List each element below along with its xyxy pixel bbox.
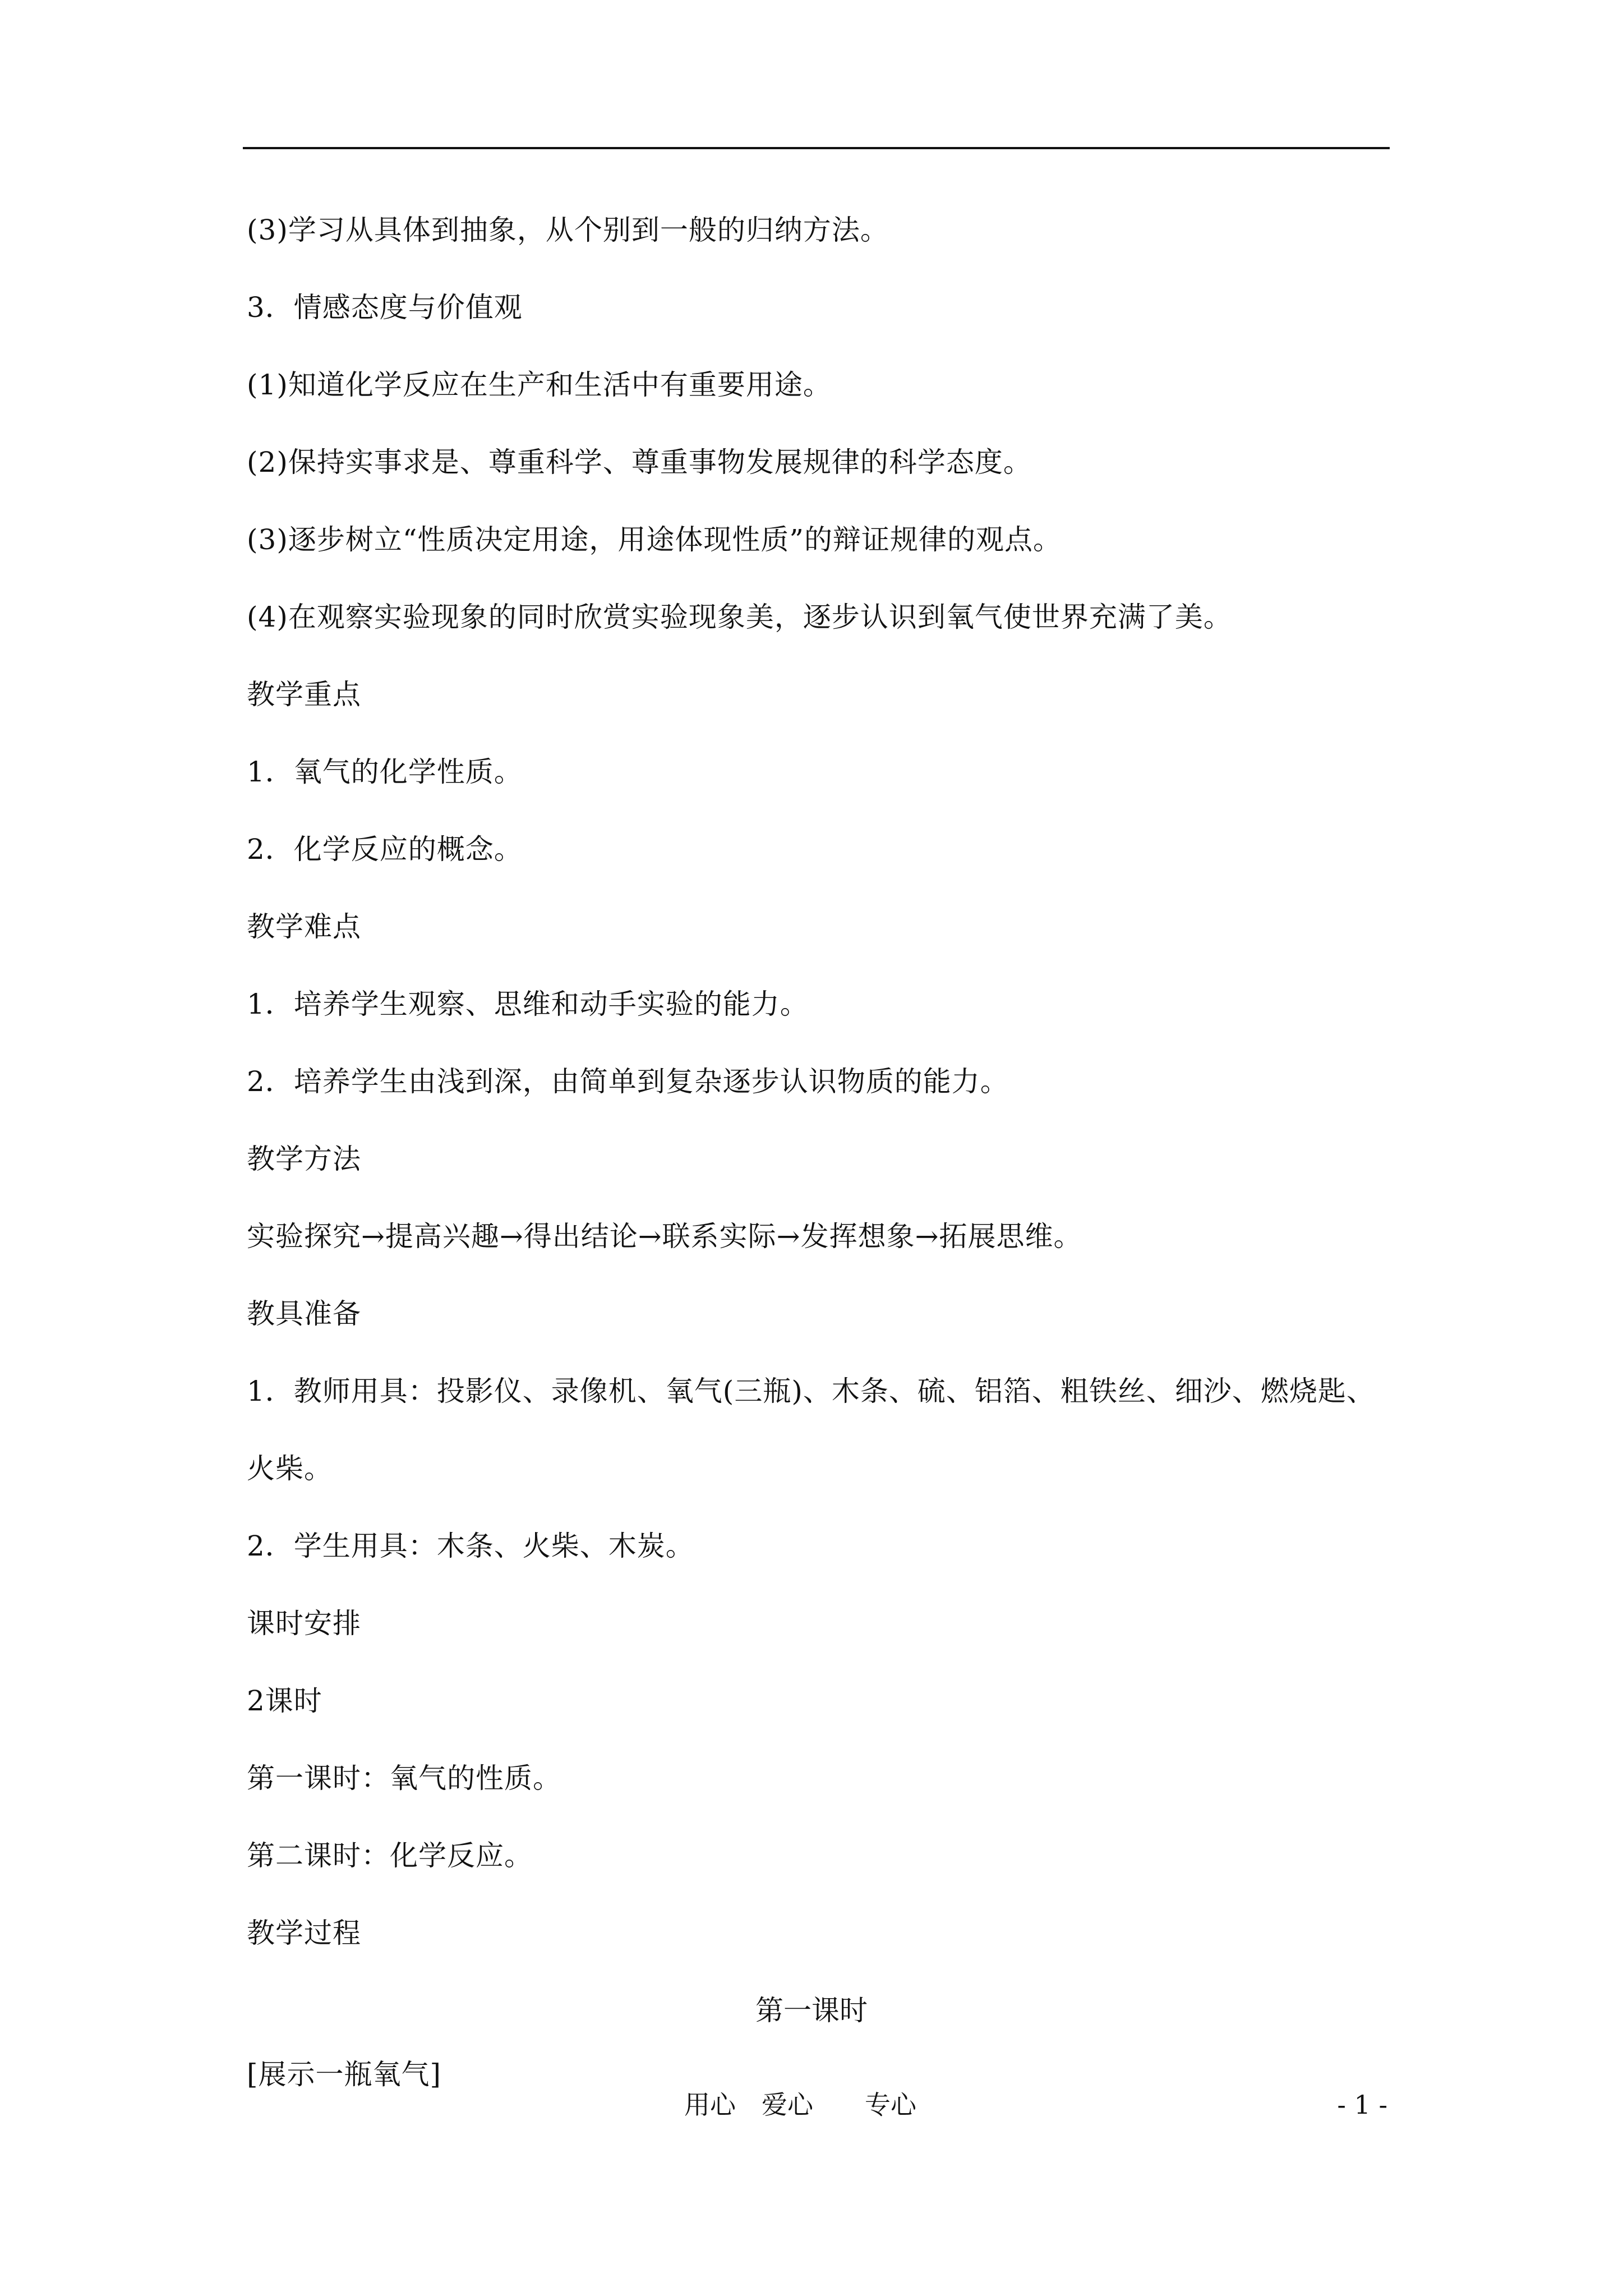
page-number: - 1 - [1337, 2090, 1387, 2120]
text-line: 实验探究→提高兴趣→得出结论→联系实际→发挥想象→拓展思维。 [247, 1220, 1082, 1253]
text-line: (3)学习从具体到抽象，从个别到一般的归纳方法。 [247, 214, 889, 246]
text-line: 2．化学反应的概念。 [247, 833, 523, 866]
section-heading: 教学重点 [247, 678, 361, 711]
section-heading: 教学难点 [247, 910, 361, 943]
text-line: 1．教师用具：投影仪、录像机、氧气(三瓶)、木条、硫、铝箔、粗铁丝、细沙、燃烧匙、 [247, 1375, 1375, 1407]
text-line: 第一课时：氧气的性质。 [247, 1762, 561, 1795]
text-line: [展示一瓶氧气] [247, 2058, 442, 2091]
text-line: 1．氧气的化学性质。 [247, 756, 523, 788]
section-heading: 教学方法 [247, 1143, 361, 1175]
section-heading: 教具准备 [247, 1297, 361, 1330]
text-line: 2．学生用具：木条、火柴、木炭。 [247, 1530, 694, 1562]
section-heading: 课时安排 [247, 1607, 361, 1640]
text-line: 1．培养学生观察、思维和动手实验的能力。 [247, 988, 809, 1020]
lesson-title: 第一课时 [755, 1994, 868, 2027]
text-line: 第二课时：化学反应。 [247, 1839, 533, 1872]
text-line: (1)知道化学反应在生产和生活中有重要用途。 [247, 369, 832, 401]
text-line: 火柴。 [247, 1452, 333, 1485]
text-line: (3)逐步树立“性质决定用途，用途体现性质”的辩证规律的观点。 [247, 523, 1062, 556]
text-line: 2．培养学生由浅到深，由简单到复杂逐步认识物质的能力。 [247, 1065, 1009, 1098]
text-line: 2课时 [247, 1685, 322, 1717]
section-heading: 3．情感态度与价值观 [247, 291, 523, 324]
text-line: (2)保持实事求是、尊重科学、尊重事物发展规律的科学态度。 [247, 446, 1032, 478]
footer-motto: 用心 爱心 专心 [684, 2090, 916, 2120]
text-line: (4)在观察实验现象的同时欣赏实验现象美，逐步认识到氧气使世界充满了美。 [247, 601, 1232, 633]
section-heading: 教学过程 [247, 1917, 361, 1949]
header-rule [243, 147, 1390, 149]
